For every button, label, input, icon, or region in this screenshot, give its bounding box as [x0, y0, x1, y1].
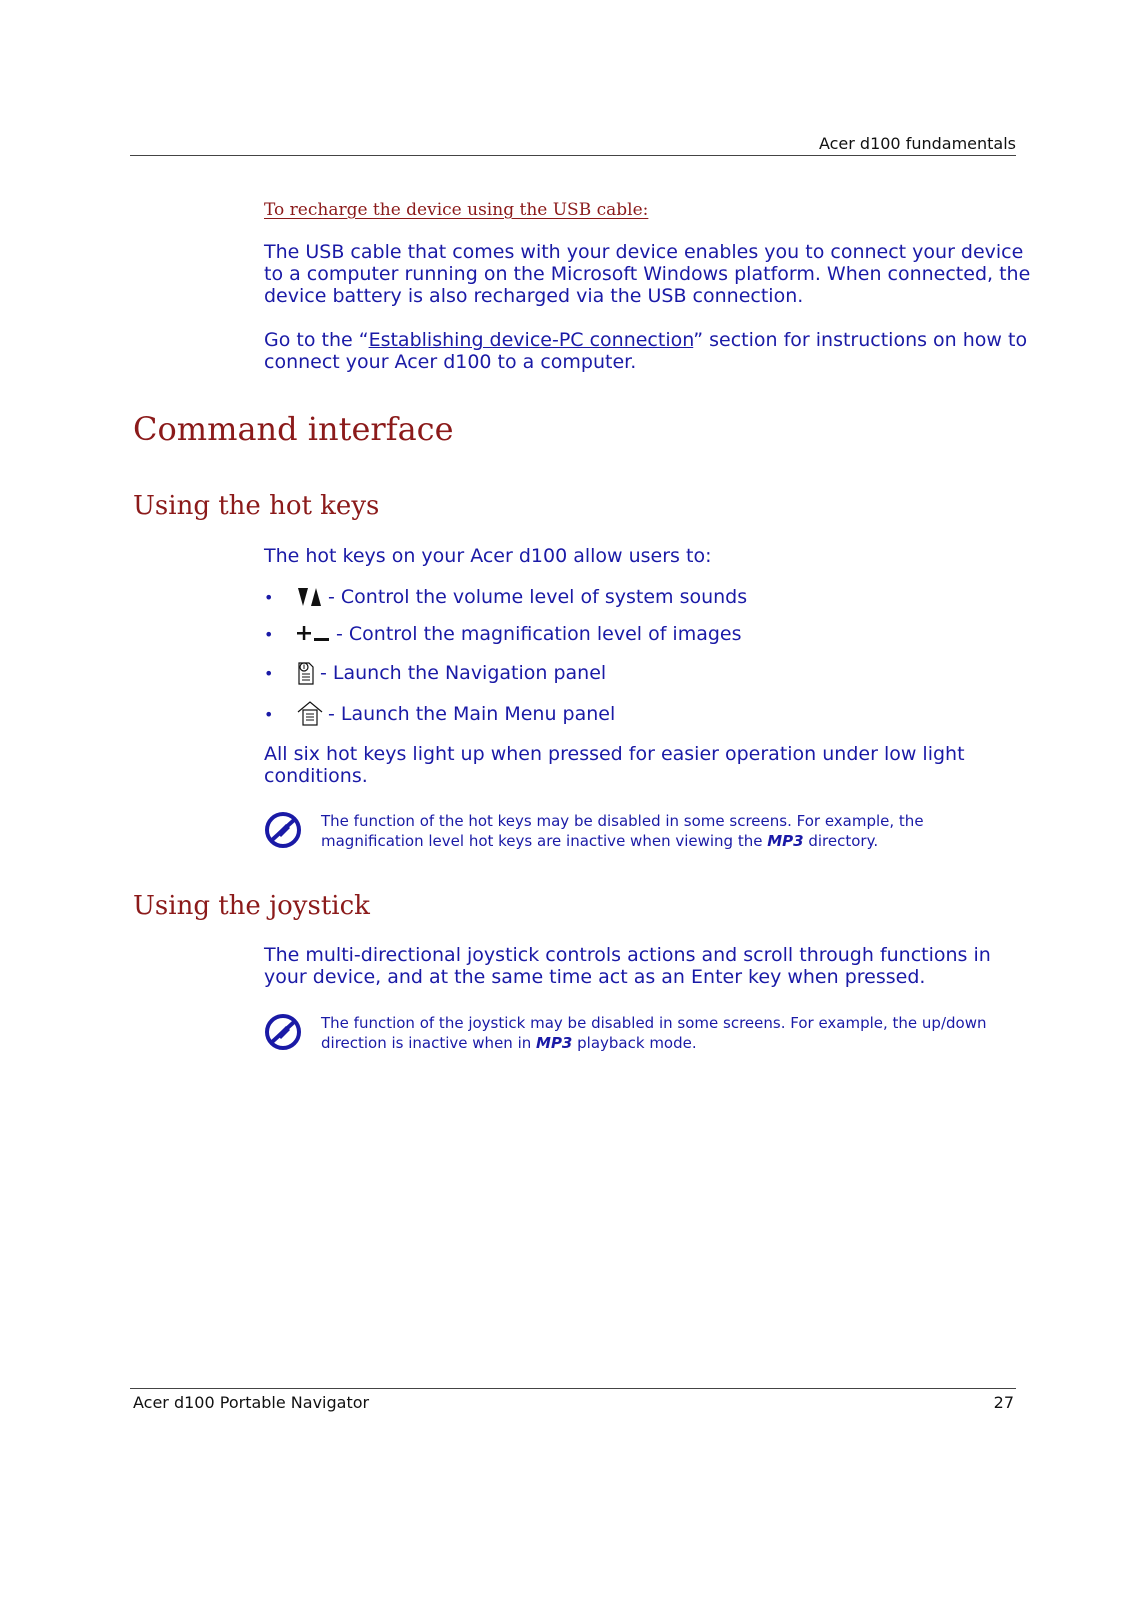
list-item [264, 621, 1024, 647]
bullet: • [264, 704, 274, 724]
volume-keys-icon [296, 586, 324, 608]
note-bold-mp3: MP3 [536, 1034, 573, 1052]
page-number: 27 [993, 1393, 1014, 1412]
note-text-after: directory. [803, 832, 879, 850]
zoom-keys-icon [296, 623, 332, 645]
bullet: • [264, 663, 274, 683]
hot-keys-intro: The hot keys on your Acer d100 allow users to: [264, 545, 712, 567]
note-bold-mp3: MP3 [767, 832, 804, 850]
list-item [264, 699, 1024, 729]
footer-rule [130, 1388, 1016, 1389]
connection-text-before: Go to the “ [264, 329, 369, 351]
note-text [321, 1013, 1021, 1053]
joystick-paragraph: The multi-directional joystick controls actions and scroll through functions in your device, and at the same time act as an Enter key when pressed. [264, 944, 991, 988]
list-item-text: - Launch the Main Menu panel [328, 703, 616, 725]
note-icon [264, 1013, 302, 1051]
footer-product-name: Acer d100 Portable Navigator [133, 1393, 370, 1412]
note-text-before: The function of the joystick may be disabled in some screens. For example, the up/down direction is inactive when in [321, 1014, 987, 1052]
connection-text-after: ” section for instructions on how to connect your Acer d100 to a computer. [264, 329, 1028, 373]
list-item-text: - Control the magnification level of images [336, 623, 742, 645]
bullet: • [264, 624, 274, 644]
header-rule [130, 155, 1016, 156]
list-item-text: - Launch the Navigation panel [320, 662, 607, 684]
hot-keys-list [264, 584, 1024, 740]
usb-cable-paragraph: The USB cable that comes with your device enables you to connect your device to a computer running on the Microsoft Windows platform. When connected, the device battery is also recharged via the USB connection. [264, 241, 1031, 307]
list-item [264, 658, 1024, 688]
note-text [321, 811, 1021, 851]
note-text-after: playback mode. [572, 1034, 697, 1052]
procedure-heading: To recharge the device using the USB cable: [264, 200, 649, 220]
hot-keys-paragraph: All six hot keys light up when pressed for easier operation under low light conditions. [264, 743, 965, 787]
navigation-key-icon [296, 659, 316, 687]
joystick-title: Using the joystick [133, 891, 370, 921]
note-icon [264, 811, 302, 849]
running-header: Acer d100 fundamentals [818, 134, 1016, 153]
bullet: • [264, 587, 274, 607]
establishing-connection-link[interactable]: Establishing device-PC connection [368, 329, 694, 351]
list-item-text: - Control the volume level of system sounds [328, 586, 748, 608]
hot-keys-title: Using the hot keys [133, 491, 380, 521]
command-interface-title: Command interface [133, 410, 454, 448]
note-text-before: The function of the hot keys may be disabled in some screens. For example, the magnification level hot keys are inactive when viewing the [321, 812, 924, 850]
joystick-note [264, 1013, 1024, 1057]
list-item [264, 584, 1024, 610]
hot-keys-note [264, 811, 1024, 855]
connection-paragraph [264, 329, 1034, 373]
main-menu-key-icon [296, 700, 324, 728]
